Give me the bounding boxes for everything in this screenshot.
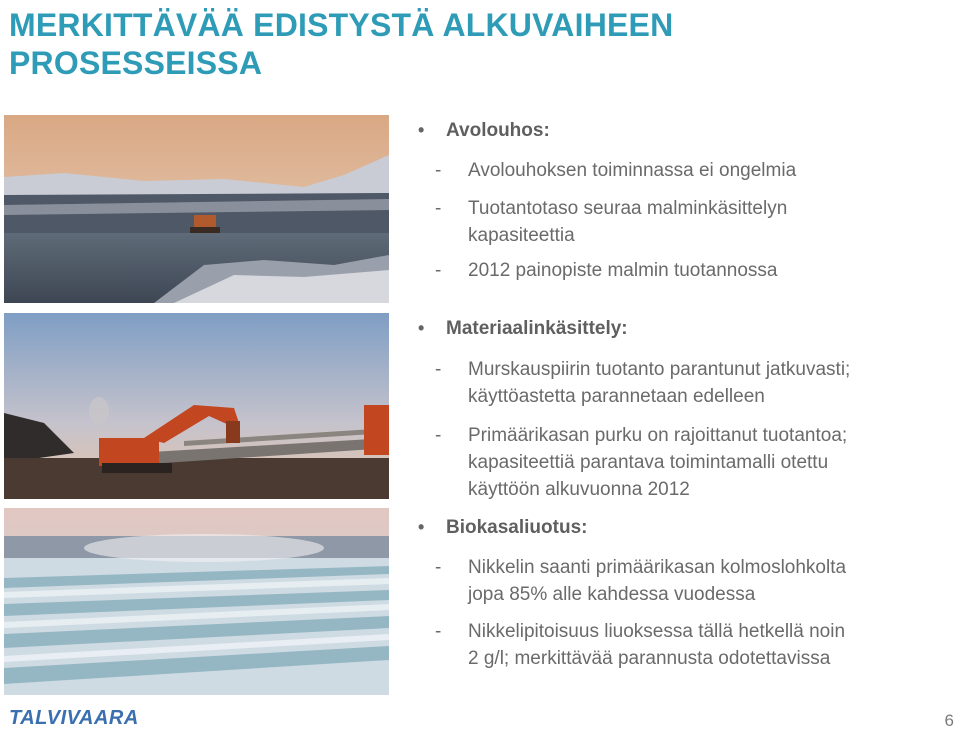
open-pit-mine-photo: [4, 115, 389, 303]
title-line-1: MERKITTÄVÄÄ EDISTYSTÄ ALKUVAIHEEN: [9, 7, 674, 43]
list-item: - 2012 painopiste malmin tuotannossa: [435, 260, 778, 281]
list-item: - Tuotantotaso seuraa malminkäsittelyn kapasiteettia: [435, 198, 788, 246]
list-item: - Primäärikasan purku on rajoittanut tuotantoa; kapasiteettiä parantava toimintamalli otettu käyttöön alkuvuonna 2012: [435, 425, 848, 500]
talvivaara-logo: TALVIVAARA: [9, 707, 139, 729]
list-item: - Murskauspiirin tuotanto parantunut jatkuvasti; käyttöastetta parannetaan edelleen: [435, 359, 851, 407]
excavator-conveyor-photo: [4, 313, 389, 499]
list-item: - Nikkelin saanti primäärikasan kolmoslohkolta jopa 85% alle kahdessa vuodessa: [435, 557, 847, 605]
page-number: 6: [944, 711, 954, 730]
slide-title: [9, 6, 909, 82]
bioleaching-heap-photo: [4, 508, 389, 695]
section-heading-materiaalinkasittely: • Materiaalinkäsittely:: [418, 318, 628, 339]
section-heading-avolouhos: • Avolouhos:: [418, 120, 550, 141]
list-item: - Avolouhoksen toiminnassa ei ongelmia: [435, 160, 797, 181]
title-line-2: PROSESSEISSA: [9, 45, 263, 81]
list-item: - Nikkelipitoisuus liuoksessa tällä hetkellä noin 2 g/l; merkittävää parannusta odotettavissa: [435, 621, 846, 669]
section-heading-biokasaliuotus: • Biokasaliuotus:: [418, 517, 588, 538]
